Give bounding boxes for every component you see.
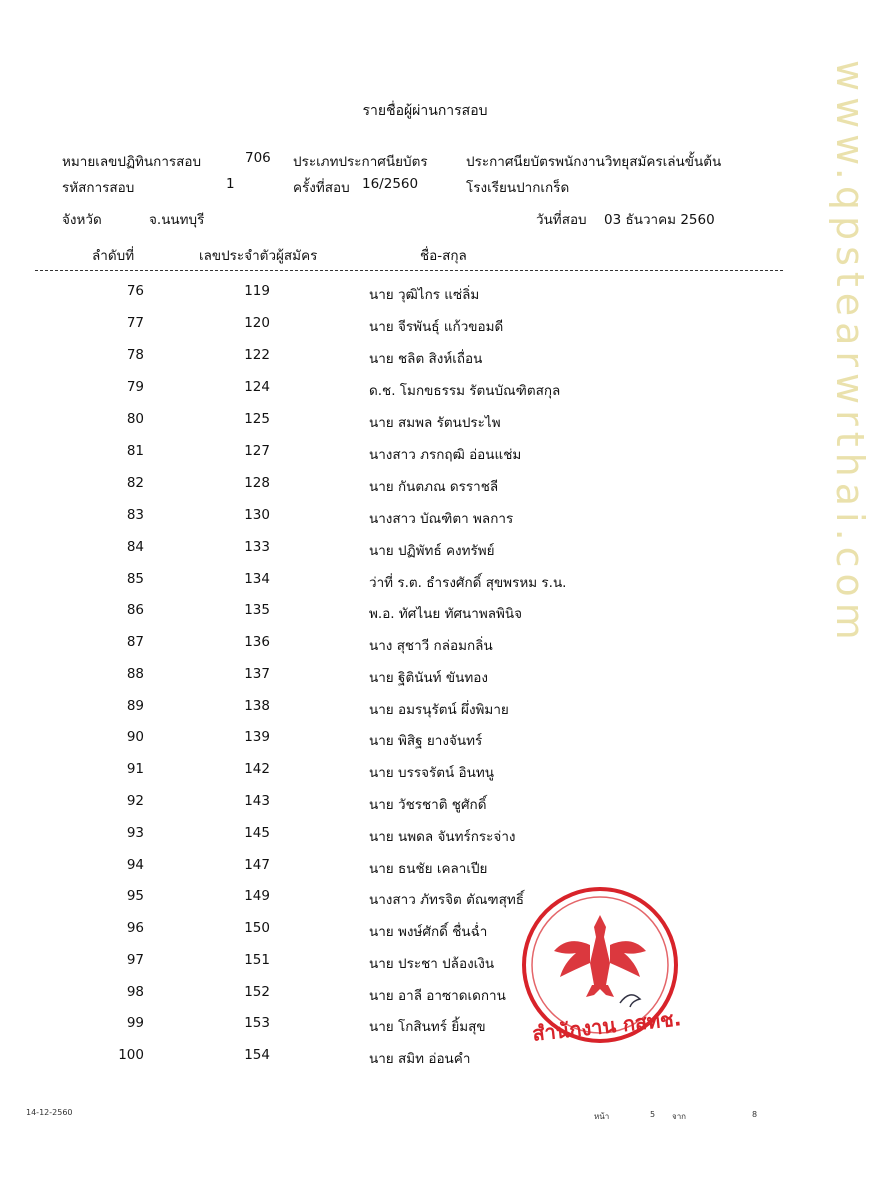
exam-date-label: วันที่สอบ [536, 212, 587, 228]
row-order: 80 [126, 411, 144, 427]
row-order: 77 [126, 315, 144, 331]
header-rule [35, 270, 783, 271]
row-applicant-no: 120 [244, 315, 270, 331]
row-order: 99 [126, 1015, 144, 1031]
row-applicant-no: 149 [244, 888, 270, 904]
of-label: จาก [672, 1112, 687, 1121]
table-row [0, 698, 850, 722]
row-name: นาง สุชาวี กล่อมกลิ่น [369, 638, 493, 654]
row-applicant-no: 154 [244, 1047, 270, 1063]
row-name: นาย นพดล จันทร์กระจ่าง [369, 829, 516, 845]
row-order: 91 [126, 761, 144, 777]
row-order: 98 [126, 984, 144, 1000]
row-applicant-no: 135 [244, 602, 270, 618]
table-row [0, 729, 850, 753]
table-row [0, 571, 850, 595]
row-applicant-no: 142 [244, 761, 270, 777]
seal-text: สำนักงาน กสทช. [531, 1006, 683, 1046]
round-label: ครั้งที่สอบ [293, 180, 350, 196]
column-order: ลำดับที่ [92, 248, 135, 264]
table-row [0, 952, 850, 976]
table-row [0, 1047, 850, 1071]
row-order: 84 [126, 539, 144, 555]
calendar-label: หมายเลขปฏิทินการสอบ [62, 154, 202, 170]
exam-code-value: 1 [226, 176, 235, 192]
page-label: หน้า [594, 1112, 610, 1121]
row-order: 90 [126, 729, 144, 745]
table-row [0, 283, 850, 307]
row-applicant-no: 138 [244, 698, 270, 714]
row-name: นาย โกสินทร์ ยิ้มสุข [369, 1019, 486, 1035]
row-name: นาย สมพล รัตนประไพ [369, 415, 501, 431]
table-row [0, 602, 850, 626]
row-order: 88 [126, 666, 144, 682]
row-name: นาย อมรนุรัตน์ ผึ่งพิมาย [369, 702, 509, 718]
row-name: ด.ช. โมกขธรรม รัตนบัณฑิตสกุล [369, 383, 561, 399]
row-name: นาย ประชา ปล้องเงิน [369, 956, 495, 972]
row-name: นางสาว บัณฑิตา พลการ [369, 511, 514, 527]
row-order: 83 [126, 507, 144, 523]
row-applicant-no: 128 [244, 475, 270, 491]
row-applicant-no: 130 [244, 507, 270, 523]
row-order: 96 [126, 920, 144, 936]
row-name: นาย อาลี อาซาดเดกาน [369, 988, 506, 1004]
row-order: 93 [126, 825, 144, 841]
row-order: 78 [126, 347, 144, 363]
row-applicant-no: 143 [244, 793, 270, 809]
table-row [0, 475, 850, 499]
row-applicant-no: 127 [244, 443, 270, 459]
row-applicant-no: 147 [244, 857, 270, 873]
row-applicant-no: 124 [244, 379, 270, 395]
row-order: 85 [126, 571, 144, 587]
row-order: 86 [126, 602, 144, 618]
row-name: นาย ฐิตินันท์ ขันทอง [369, 670, 488, 686]
table-row [0, 920, 850, 944]
row-name: นาย พงษ์ศักดิ์ ชื่นฉ่ำ [369, 924, 488, 940]
row-order: 81 [126, 443, 144, 459]
row-applicant-no: 133 [244, 539, 270, 555]
row-applicant-no: 139 [244, 729, 270, 745]
row-applicant-no: 119 [244, 283, 270, 299]
row-name: นาย จีรพันธุ์ แก้วขอมดี [369, 319, 504, 335]
row-applicant-no: 150 [244, 920, 270, 936]
row-name: ว่าที่ ร.ต. ธำรงศักดิ์ สุขพรหม ร.น. [369, 575, 567, 591]
row-name: นาย สมิท อ่อนคำ [369, 1051, 471, 1067]
row-applicant-no: 136 [244, 634, 270, 650]
row-applicant-no: 145 [244, 825, 270, 841]
row-applicant-no: 134 [244, 571, 270, 587]
column-applicant-no: เลขประจำตัวผู้สมัคร [199, 248, 318, 264]
table-row [0, 857, 850, 881]
table-row [0, 379, 850, 403]
row-order: 97 [126, 952, 144, 968]
calendar-value: 706 [245, 150, 271, 166]
table-row [0, 761, 850, 785]
table-row [0, 666, 850, 690]
row-name: นาย ปฏิพัทธ์ คงทรัพย์ [369, 543, 495, 559]
row-name: นาย วุฒิไกร แซ่ลิ่ม [369, 287, 480, 303]
exam-date-value: 03 ธันวาคม 2560 [604, 212, 715, 228]
row-applicant-no: 122 [244, 347, 270, 363]
row-name: นาย บรรจรัตน์ อินทนู [369, 765, 494, 781]
watermark: www.qpstearwrthai.com [828, 60, 872, 646]
row-applicant-no: 153 [244, 1015, 270, 1031]
row-order: 87 [126, 634, 144, 650]
row-name: นาย ธนชัย เคลาเปีย [369, 861, 488, 877]
province-value: จ.นนทบุรี [149, 212, 205, 228]
round-value: 16/2560 [362, 176, 419, 192]
cert-type-label: ประเภทประกาศนียบัตร [293, 154, 428, 170]
row-name: พ.อ. ทัศไนย ทัศนาพลพินิจ [369, 606, 523, 622]
table-row [0, 984, 850, 1008]
row-order: 76 [126, 283, 144, 299]
table-row [0, 888, 850, 912]
page-total: 8 [752, 1110, 758, 1119]
row-name: นาย ชลิต สิงห์เถื่อน [369, 351, 483, 367]
row-applicant-no: 151 [244, 952, 270, 968]
page-number: 5 [650, 1110, 656, 1119]
row-order: 94 [126, 857, 144, 873]
table-row [0, 315, 850, 339]
row-order: 95 [126, 888, 144, 904]
page-title: รายชื่อผู้ผ่านการสอบ [362, 103, 488, 119]
table-row [0, 793, 850, 817]
exam-code-label: รหัสการสอบ [62, 180, 135, 196]
table-row [0, 1015, 850, 1039]
province-label: จังหวัด [62, 212, 102, 228]
row-applicant-no: 137 [244, 666, 270, 682]
table-row [0, 411, 850, 435]
row-applicant-no: 125 [244, 411, 270, 427]
print-date: 14-12-2560 [26, 1108, 73, 1117]
row-order: 100 [118, 1047, 144, 1063]
table-row [0, 825, 850, 849]
table-row [0, 347, 850, 371]
column-name: ชื่อ-สกุล [420, 248, 467, 264]
row-order: 82 [126, 475, 144, 491]
table-row [0, 507, 850, 531]
row-name: นางสาว ภรกฤฒิ อ่อนแช่ม [369, 447, 522, 463]
table-row [0, 634, 850, 658]
venue: โรงเรียนปากเกร็ด [466, 180, 570, 196]
row-applicant-no: 152 [244, 984, 270, 1000]
table-row [0, 539, 850, 563]
row-order: 89 [126, 698, 144, 714]
row-order: 79 [126, 379, 144, 395]
row-name: นาย พิสิฐ ยางจันทร์ [369, 733, 483, 749]
row-order: 92 [126, 793, 144, 809]
table-row [0, 443, 850, 467]
row-name: นาย กันตภณ ดรราชลี [369, 479, 499, 495]
cert-type-value: ประกาศนียบัตรพนักงานวิทยุสมัครเล่นขั้นต้น [466, 154, 722, 170]
row-name: นาย วัชรชาติ ชูศักดิ์ [369, 797, 487, 813]
row-name: นางสาว ภัทรจิต ตัณฑสุทธิ์ [369, 892, 524, 908]
